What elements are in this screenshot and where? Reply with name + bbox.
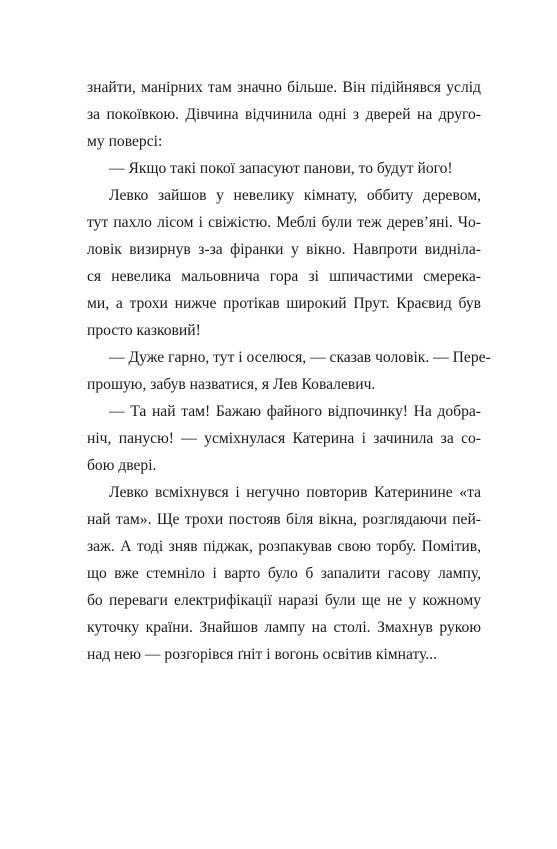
text-line-20: бо переваги електрифікації наразі були ще не у кожному <box>87 592 481 609</box>
page-text <box>87 74 491 668</box>
text-line-6: тут пахло лісом і свіжістю. Меблі були теж дерев’яні. Чо- <box>87 214 481 231</box>
text-line-7: ловік визирнув з-за фіранки у вікно. Навпроти виднілa- <box>87 241 481 258</box>
text-line-3: му поверсі: <box>87 133 163 150</box>
text-line-22: над нею — розгорівся ґніт і вогонь освітив кімнату... <box>87 646 438 663</box>
text-line-9: ми, а трохи нижче протікав широкий Прут. Краєвид був <box>87 295 481 312</box>
text-line-17: най там». Ще трохи постояв біля вікна, розглядаючи пей- <box>87 511 481 528</box>
text-line-13: — Та най там! Бажаю файного відпочинку! На добра- <box>109 403 481 420</box>
text-line-4: — Якщо такі покої запасуют панови, то будут його! <box>109 160 453 177</box>
text-line-8: ся невелика мальовнича гора зі шпичастими смерека- <box>87 268 481 285</box>
text-line-15: бою двері. <box>87 457 157 474</box>
text-line-1: знайти, манірних там значно більше. Він підійнявся услід <box>87 79 481 96</box>
text-line-21: куточку країни. Знайшов лампу на столі. Змахнув рукою <box>87 619 481 636</box>
text-line-19: що вже стемніло і варто було б запалити гасову лампу, <box>87 565 481 582</box>
text-line-5: Левко зайшов у невелику кімнату, оббиту деревом, <box>109 187 481 204</box>
text-line-11: — Дуже гарно, тут і оселюся, — сказав чоловік. — Пере- <box>109 349 491 366</box>
text-line-12: прошую, забув назватися, я Лев Ковалевич. <box>87 376 376 393</box>
text-line-18: заж. А тоді зняв піджак, розпакував свою торбу. Помітив, <box>87 538 481 555</box>
text-line-16: Левко всміхнувся і негучно повторив Катеринине «та <box>109 484 481 501</box>
text-line-10: просто казковий! <box>87 322 201 339</box>
text-line-14: ніч, панусю! — усміхнулася Катерина і зачинила за со- <box>87 430 481 447</box>
text-line-2: за покоївкою. Дівчина відчинила одні з дверей на друго- <box>87 106 481 123</box>
